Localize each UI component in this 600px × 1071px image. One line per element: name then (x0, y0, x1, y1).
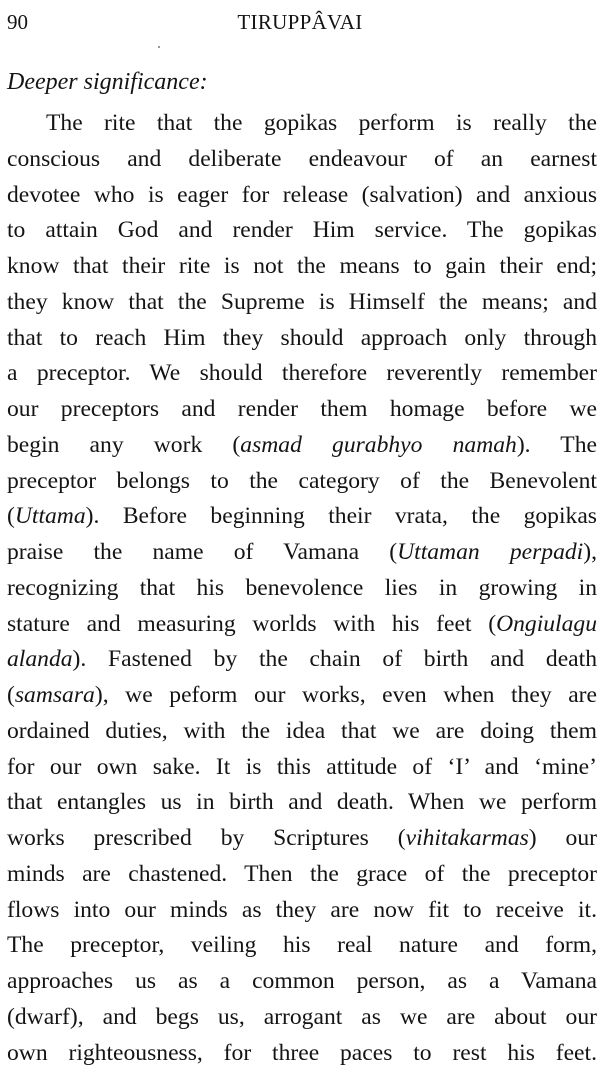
text-run: know that their rite is not the means to gain their end; (7, 253, 597, 279)
text-line (7, 571, 597, 607)
text-run: that entangles us in birth and death. When we perform (7, 789, 597, 815)
text-run: ( (7, 682, 15, 708)
text-run: flows into our minds as they are now fit to receive it. (7, 897, 597, 923)
text-run: devotee who is eager for release (salvation) and anxious (7, 182, 597, 208)
text-line (7, 356, 597, 392)
text-run: ). Fastened by the chain of birth and death (73, 646, 597, 672)
text-line (7, 678, 597, 714)
text-line (7, 607, 597, 643)
italic-term: asmad gurabhyo namah (240, 432, 517, 458)
italic-term: Uttaman perpadi (397, 539, 583, 565)
italic-term: alanda (7, 646, 73, 672)
text-line (7, 249, 597, 285)
running-head (0, 6, 600, 38)
text-run: own righteousness, for three paces to rest his feet. (7, 1040, 597, 1066)
text-line (7, 1000, 597, 1036)
text-line (7, 964, 597, 1000)
running-title: TIRUPPÂVAI (0, 6, 600, 38)
text-run: The preceptor, veiling his real nature and form, (7, 932, 597, 958)
text-run: The rite that the gopikas perform is really the (46, 110, 597, 136)
text-line (7, 821, 597, 857)
text-line (7, 464, 597, 500)
text-run: preceptor belongs to the category of the Benevolent (7, 468, 597, 494)
text-line (7, 642, 597, 678)
text-run: that to reach Him they should approach only through (7, 325, 597, 351)
text-line (7, 1036, 597, 1071)
page-number: 90 (7, 6, 28, 38)
text-run: a preceptor. We should therefore reverently remember (7, 360, 597, 386)
text-run: (dwarf), and begs us, arrogant as we are about our (7, 1004, 597, 1030)
text-line (7, 857, 597, 893)
text-line (7, 928, 597, 964)
text-run: approaches us as a common person, as a Vamana (7, 968, 597, 994)
text-run: stature and measuring worlds with his feet ( (7, 611, 496, 637)
print-speck (158, 46, 160, 48)
text-run: ), (583, 539, 597, 565)
body-paragraph (7, 106, 597, 1071)
italic-term: samsara (15, 682, 95, 708)
text-run: praise the name of Vamana ( (7, 539, 397, 565)
text-run: ). The (517, 432, 597, 458)
text-run: begin any work ( (7, 432, 240, 458)
text-line (7, 714, 597, 750)
text-run: ) our (529, 825, 597, 851)
italic-term: Uttama (15, 503, 86, 529)
text-run: to attain God and render Him service. The gopikas (7, 217, 597, 243)
text-line (7, 178, 597, 214)
text-line (7, 321, 597, 357)
italic-term: Ongiulagu (496, 611, 597, 637)
text-run: conscious and deliberate endeavour of an earnest (7, 146, 597, 172)
text-line (7, 392, 597, 428)
text-line (7, 535, 597, 571)
text-line (7, 142, 597, 178)
text-run: minds are chastened. Then the grace of the preceptor (7, 861, 597, 887)
text-line (7, 213, 597, 249)
text-run: works prescribed by Scriptures ( (7, 825, 406, 851)
text-run: our preceptors and render them homage before we (7, 396, 597, 422)
text-line (7, 785, 597, 821)
text-run: ordained duties, with the idea that we are doing them (7, 718, 597, 744)
text-line (7, 750, 597, 786)
text-line (7, 428, 597, 464)
text-run: for our own sake. It is this attitude of ‘I’ and ‘mine’ (7, 754, 597, 780)
text-run: they know that the Supreme is Himself the means; and (7, 289, 597, 315)
section-heading: Deeper significance: (7, 64, 208, 100)
text-run: ), we peform our works, even when they are (95, 682, 597, 708)
text-run: ( (7, 503, 15, 529)
text-line (7, 285, 597, 321)
italic-term: vihitakarmas (406, 825, 529, 851)
text-line (7, 106, 597, 142)
text-line (7, 499, 597, 535)
text-run: recognizing that his benevolence lies in growing in (7, 575, 597, 601)
text-line (7, 893, 597, 929)
text-run: ). Before beginning their vrata, the gopikas (86, 503, 597, 529)
